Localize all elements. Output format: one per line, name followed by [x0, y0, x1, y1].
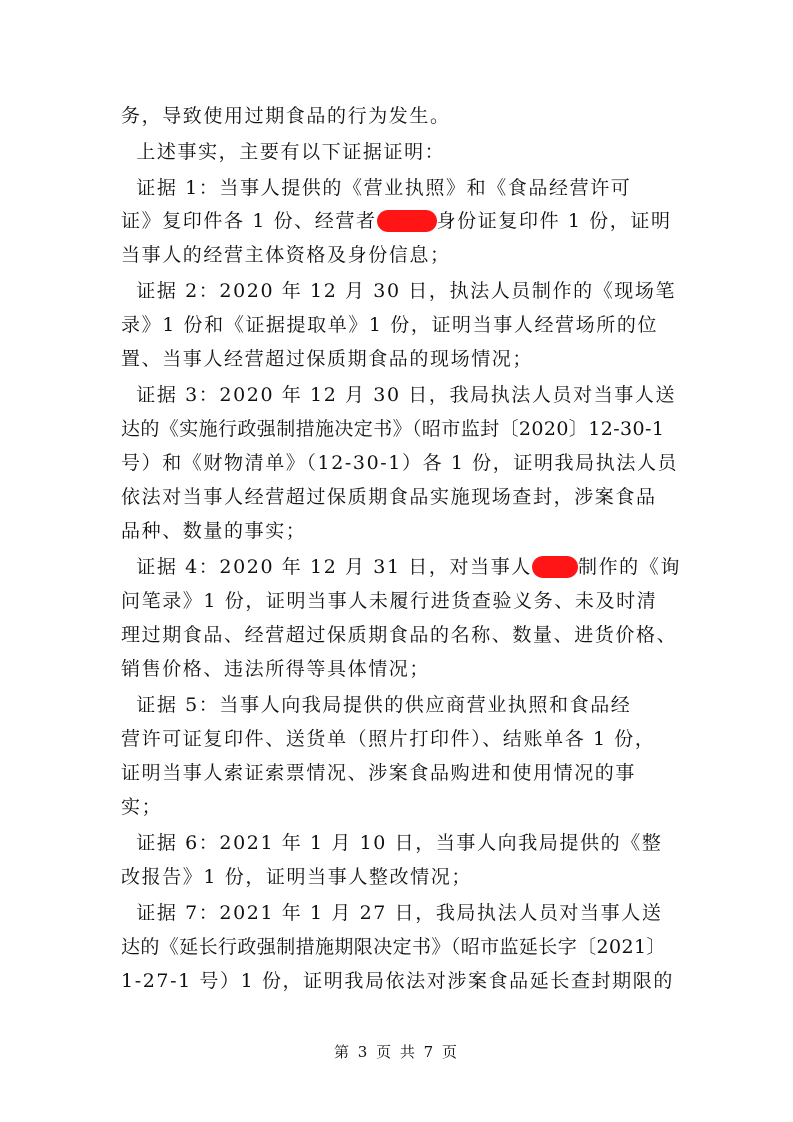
text-line [121, 620, 681, 650]
text-segment: 1-27-1 号）1 份，证明我局依法对涉案食品延长查封期限的 [121, 970, 674, 992]
text-line [121, 414, 681, 444]
text-line [121, 448, 681, 478]
text-segment: 置、当事人经营超过保质期食品的现场情况； [121, 348, 534, 370]
text-segment: 证明当事人索证索票情况、涉案食品购进和使用情况的事 [121, 762, 637, 784]
text-segment: 证据 2：2020 年 12 月 30 日，执法人员制作的《现场笔 [121, 280, 677, 302]
text-segment: 理过期食品、经营超过保质期食品的名称、数量、进货价格、 [121, 624, 678, 646]
text-line [121, 137, 681, 167]
page-number-footer: 第 3 页 共 7 页 [334, 1043, 459, 1061]
text-segment: 达的《实施行政强制措施决定书》（昭市监封〔2020〕12-30-1 [121, 418, 665, 440]
text-segment: 证据 7：2021 年 1 月 27 日，我局执法人员对当事人送 [121, 902, 663, 924]
text-segment: 录》1 份和《证据提取单》1 份，证明当事人经营场所的位 [121, 314, 659, 336]
text-segment: 销售价格、违法所得等具体情况； [121, 658, 431, 680]
text-line [121, 586, 681, 616]
text-line [121, 828, 681, 858]
text-segment: 依法对当事人经营超过保质期食品实施现场查封，涉案食品 [121, 486, 657, 508]
text-line [121, 173, 681, 203]
text-segment: 证据 5：当事人向我局提供的供应商营业执照和食品经 [121, 694, 632, 716]
text-line [121, 724, 681, 754]
text-segment: 证据 1：当事人提供的《营业执照》和《食品经营许可 [121, 177, 632, 199]
text-line [121, 240, 681, 270]
text-segment: 身份证复印件 1 份，证明 [436, 210, 672, 232]
text-line [121, 792, 681, 822]
text-segment: 证据 3：2020 年 12 月 30 日，我局执法人员对当事人送 [121, 384, 677, 406]
text-line [121, 482, 681, 512]
text-line [121, 380, 681, 410]
text-line [121, 690, 681, 720]
text-segment: 改报告》1 份，证明当事人整改情况； [121, 866, 472, 888]
text-segment: 证据 6：2021 年 1 月 10 日，当事人向我局提供的《整 [121, 832, 663, 854]
text-segment: 证》复印件各 1 份、经营者 [121, 210, 377, 232]
text-line [121, 966, 681, 996]
text-segment: 营许可证复印件、送货单（照片打印件）、结账单各 1 份， [121, 728, 656, 750]
text-segment: 号）和《财物清单》（12-30-1）各 1 份，证明我局执法人员 [121, 452, 679, 474]
text-segment: 证据 4：2020 年 12 月 31 日，对当事人 [121, 556, 532, 578]
text-line [121, 310, 681, 340]
text-segment: 上述事实，主要有以下证据证明： [121, 141, 446, 163]
text-line [121, 932, 681, 962]
text-segment: 品种、数量的事实； [121, 520, 307, 542]
redaction-mark [532, 556, 578, 578]
text-line [121, 654, 681, 684]
text-line [121, 862, 681, 892]
text-segment: 实； [121, 796, 163, 818]
text-segment: 达的《延长行政强制措施期限决定书》（昭市监延长字〔2021〕 [121, 936, 666, 958]
text-segment: 当事人的经营主体资格及身份信息； [121, 244, 451, 266]
text-line [121, 344, 681, 374]
redaction-mark [377, 210, 437, 232]
text-line [121, 898, 681, 928]
text-segment: 问笔录》1 份，证明当事人未履行进货查验义务、未及时清 [121, 590, 658, 612]
text-line [121, 101, 681, 131]
text-line [121, 758, 681, 788]
text-line [121, 276, 681, 306]
text-line [121, 206, 681, 236]
text-segment: 务，导致使用过期食品的行为发生。 [121, 105, 451, 127]
text-line [121, 552, 681, 582]
text-line [121, 516, 681, 546]
text-segment: 制作的《询 [577, 556, 681, 578]
